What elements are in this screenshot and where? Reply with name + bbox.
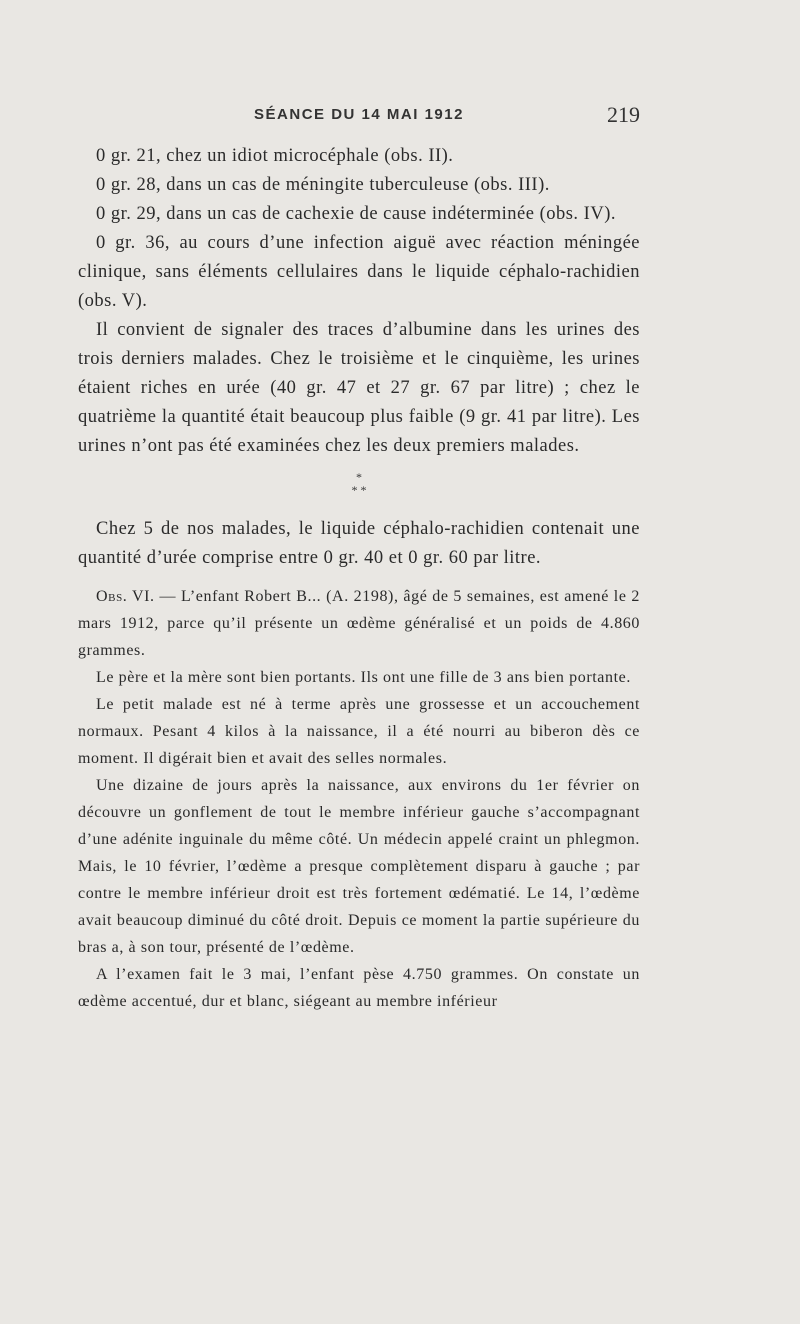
body-text (78, 142, 640, 1015)
observation-label: Obs. VI. (96, 588, 155, 605)
paragraph: 0 gr. 21, chez un idiot microcéphale (obs. II). (96, 146, 454, 166)
paragraph: Chez 5 de nos malades, le liquide céphalo-rachidien contenait une quantité d’urée comprise entre 0 gr. 40 et 0 gr. 60 par litre. (78, 519, 640, 568)
paragraph: Il convient de signaler des traces d’albumine dans les urines des trois derniers malades. Chez le troisième et le cinquième, les urines étaient riches en urée (40 gr. 47 et 27 gr. 67 par litre) ; chez le quatrième la quantité était beaucoup plus faible (9 gr. 41 par litre). Les urines n’ont pas été examinées chez les deux premiers malades. (78, 320, 640, 456)
observation-intro (78, 583, 640, 664)
running-head: SÉANCE DU 14 MAI 1912 (254, 106, 464, 123)
paragraph: 0 gr. 36, au cours d’une infection aiguë avec réaction méningée clinique, sans éléments cellulaires dans le liquide céphalo-rachidien (obs. V). (78, 233, 640, 311)
paragraph: 0 gr. 29, dans un cas de cachexie de cause indéterminée (obs. IV). (96, 204, 616, 224)
paragraph: Le père et la mère sont bien portants. Ils ont une fille de 3 ans bien portante. (96, 669, 631, 686)
asterism-section-break (78, 471, 640, 497)
page-number: 219 (607, 102, 640, 127)
paragraph: Le petit malade est né à terme après une grossesse et un accouchement normaux. Pesant 4 kilos à la naissance, il a été nourri au biberon dès ce moment. Il digérait bien et avait des selles normales. (78, 696, 640, 767)
page-header (78, 102, 640, 136)
paragraph: A l’examen fait le 3 mai, l’enfant pèse 4.750 grammes. On constate un œdème accentué, dur et blanc, siégeant au membre inférieur (78, 966, 640, 1010)
observation-intro-text: — L’enfant Robert B... (A. 2198), âgé de 5 semaines, est amené le 2 mars 1912, parce qu’il présente un œdème généralisé et un poids de 4.860 grammes. (78, 588, 640, 659)
paragraph: 0 gr. 28, dans un cas de méningite tuberculeuse (obs. III). (96, 175, 550, 195)
observation-block (78, 583, 640, 1015)
paragraph: Une dizaine de jours après la naissance, aux environs du 1er février on découvre un gonflement de tout le membre inférieur gauche s’accompagnant d’une adénite inguinale du même côté. Un médecin appelé craint un phlegmon. Mais, le 10 février, l’œdème a presque complètement disparu à gauche ; par contre le membre inférieur droit est très fortement œdématié. Le 14, l’œdème avait beaucoup diminué du côté droit. Depuis ce moment la partie supérieure du bras a, à son tour, présenté de l’œdème. (78, 777, 640, 956)
asterism-bottom: * * (351, 483, 367, 497)
asterism-top: * (356, 470, 362, 484)
